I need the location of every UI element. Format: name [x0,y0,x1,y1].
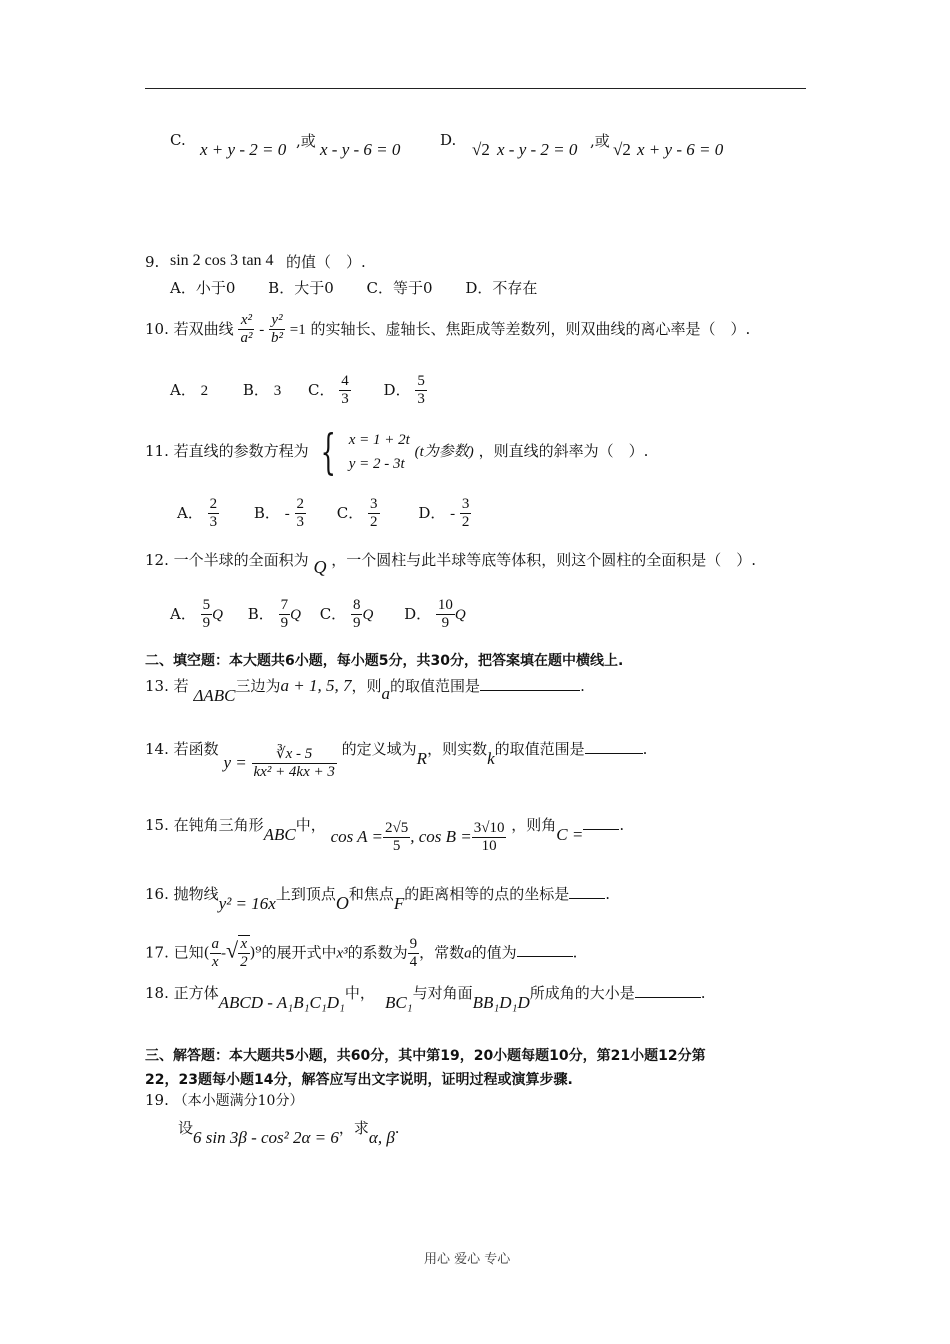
q14-pre: 若函数 [173,739,219,758]
q15-line [145,808,625,855]
q15-text: ，则角 [511,815,557,834]
q15-fraction-a: $\frac{2√5}{5}$ [384,820,409,855]
q16-equation: y² = 16x [218,894,276,913]
q15-answer-blank[interactable] [583,829,619,830]
q17-coef: $\frac{9}{4}$ [409,935,418,970]
q17-close: )⁹ [249,943,262,962]
q12-pre: 一个半球的全面积为 [173,551,309,569]
q11-option-d: D． [418,503,446,522]
q11-option-b: B． [253,503,280,522]
q16-line [145,883,611,913]
q16-F: F [393,894,405,913]
q11-option-c-frac: $\frac{3}{2}$ [370,496,378,531]
section-2-heading: 二、填空题：本大题共6小题，每小题5分，共30分，把答案填在题中横线上. [145,653,624,669]
q9-options [170,277,565,298]
q9-text: 的值（ ）. [286,253,366,271]
q12-text: ，一个圆柱与此半球等底等体积，则这个圆柱的全面积是（ ）. [331,551,756,569]
q10-pre: 若双曲线 [173,319,234,338]
q17-mid2: 的系数为 [347,943,408,962]
q13-mid: 三边为 [235,677,281,695]
q10-line [145,312,750,348]
q12-option-d-frac: $\frac{10}{9}$ [437,597,453,632]
q12-line [145,549,756,577]
q10-option-d: D． [383,380,411,399]
q19-equation: 6 sin 3β - cos² 2α = 6 [193,1128,339,1147]
q8-option-c-eq2: x - y - 6 = 0 [320,140,401,159]
q17-text2: 的值为 [471,943,517,962]
q11-text: ，则直线的斜率为（ ）. [478,442,649,460]
q12-option-d-q: Q [454,606,466,623]
q10-eq: =1 [289,321,306,338]
q9-option-d: D．不存在 [465,279,538,297]
q10-option-b-value: 3 [273,382,282,399]
q10-options [170,373,427,409]
q15-fraction-b: $\frac{3√10}{10}$ [473,820,505,855]
q16-mid2: 和焦点 [348,885,394,903]
q8-option-d-eq2: x + y - 6 = 0 [637,140,724,159]
q12-option-b: B． [247,604,274,623]
q12-number: 12. [145,551,169,569]
q11-option-c: C． [336,503,364,522]
q17-number: 17. [145,943,169,962]
q12-option-b-q: Q [290,606,301,623]
q8-option-d-sqrt2: √2 [613,140,631,159]
q8-option-d-or: ,或 [590,132,610,150]
q19-pre: 设 [178,1119,194,1137]
section-3-heading-line2: 22，23题每小题14分，解答应写出文字说明，证明过程或演算步骤. [145,1072,573,1088]
q18-answer-blank[interactable] [635,997,701,998]
q13-answer-blank[interactable] [480,690,580,691]
q9-number: 9. [145,253,160,271]
q10-text: 的实轴长、虚轴长、焦距成等差数列，则双曲线的离心率是（ ）. [310,319,751,338]
q17-sqrt-frac: $\frac{x}{2}$ [240,936,248,971]
q13-end: . [580,677,585,695]
q16-answer-blank[interactable] [569,898,605,899]
q9-expression: sin 2 cos 3 tan 4 [170,252,274,269]
q14-end: . [642,739,648,758]
q10-frac-x: $\frac{\text{x²}}{\text{a²}}$ [240,312,253,347]
q18-plane: BB₁D₁D [472,993,530,1012]
section-3-heading-line1: 三、解答题：本大题共5小题，共60分，其中第19，20小题每题10分，第21小题12分第 [145,1048,706,1064]
q12-option-c-frac: $\frac{8}{9}$ [352,597,361,632]
q12-var: Q [313,557,327,577]
q11-option-a-frac: $\frac{2}{3}$ [209,496,218,531]
q19-line [178,1117,400,1147]
q13-text: 的取值范围是 [390,677,481,695]
q19-end: . [394,1119,400,1137]
q14-R: R [416,748,428,768]
q13-line [145,675,585,705]
q15-mid: 中， [295,815,326,834]
q16-mid: 上到顶点 [275,885,336,903]
q11-option-d-sign: - [450,505,456,522]
q10-option-a-value: 2 [200,382,209,399]
q9-option-a: A．小于0 [170,279,236,297]
q17-a: a [464,945,472,962]
q19-vars: α, β [368,1128,395,1147]
q8-option-c-label: C. [170,131,186,149]
q11-brace: { [321,424,337,480]
q10-option-c: C． [308,380,335,399]
q15-cosA: cos A = [330,826,383,846]
q16-text: 的距离相等的点的坐标是 [404,885,570,903]
q8-option-c-or: ,或 [296,132,316,150]
q11-pre: 若直线的参数方程为 [173,442,309,460]
q16-pre: 抛物线 [173,885,219,903]
q11-option-d-frac: $\frac{3}{2}$ [461,496,470,531]
q12-option-a-frac: $\frac{5}{9}$ [202,597,211,632]
q8-option-c-eq1: x + y - 2 = 0 [200,140,287,159]
q17-a-over-x: $\frac{a}{x}$ [211,935,219,970]
q19-number: 19. [145,1091,169,1109]
q10-option-c-frac: $\frac{4}{3}$ [341,373,349,408]
q8-option-d-sqrt: √2 [472,140,490,159]
q10-option-a: A． [170,380,196,399]
q18-cube: ABCD - A₁B₁C₁D₁ [218,993,345,1012]
q9-option-b: B．大于0 [268,279,334,297]
q18-mid: 中， [344,984,375,1002]
q9-option-c: C．等于0 [366,279,433,297]
q12-option-b-frac: $\frac{7}{9}$ [280,597,289,632]
q8-option-d-eq1: x - y - 2 = 0 [497,140,578,159]
q17-sqrt-sign: √ [226,937,239,963]
q16-O: O [335,893,349,913]
q17-end: . [572,943,578,962]
q17-x3: x³ [336,945,348,962]
q11-option-b-sign: - [284,505,290,522]
q14-answer-blank[interactable] [585,753,643,754]
q18-end: . [700,984,706,1002]
q15-pre: 在钝角三角形 [173,815,264,834]
q19-note: （本小题满分10分） [173,1093,304,1109]
q16-end: . [605,885,611,903]
q14-number: 14. [145,739,169,758]
q11-number: 11. [145,442,169,460]
q10-option-d-frac: $\frac{5}{3}$ [417,373,425,408]
q12-option-a: A． [170,604,196,623]
q12-option-c: C． [319,604,347,623]
q11-options [177,496,471,532]
q18-bc1: BC₁ [384,993,413,1012]
q18-text: 所成角的大小是 [529,984,635,1002]
q14-y: y = [223,752,247,772]
q10-number: 10. [145,319,169,338]
q11-option-b-frac: $\frac{2}{3}$ [296,496,304,531]
q15-C: C = [556,824,584,844]
q10-option-b: B． [242,380,269,399]
q12-option-c-q: Q [362,606,374,623]
q14-fraction: $\frac{∛x - 5}{\text{kx² + 4kx + 3}}$ [253,746,335,781]
q11-system: x = 1 + 2t y = 2 - 3t [348,432,410,472]
header-rule [145,88,806,89]
q13-mid2: ，则 [351,677,382,695]
q15-end: . [619,815,625,834]
q15-abc: ABC [263,824,296,844]
q17-pre: 已知( [173,943,210,962]
q14-line [145,732,648,781]
q18-mid2: 与对角面 [412,984,473,1002]
q14-k: k [487,748,495,768]
q10-frac-y: $\frac{\text{y²}}{\text{b²}}$ [271,312,283,347]
q17-answer-blank[interactable] [517,956,573,957]
q12-options [170,597,466,633]
q15-cosB: , cos B = [410,826,472,846]
q11-param: (t为参数) [414,444,474,460]
q15-number: 15. [145,815,169,834]
q8-option-d-label: D. [440,131,457,149]
q14-text2: 的取值范围是 [494,739,585,758]
q13-number: 13. [145,677,169,695]
q18-line [145,982,706,1012]
q17-minus: - [221,945,226,962]
q18-number: 18. [145,984,169,1002]
q19-header [145,1090,303,1110]
q18-pre: 正方体 [173,984,219,1002]
q17-mid: 的展开式中 [261,943,337,962]
q12-option-d: D． [404,604,432,623]
q14-text: 的定义域为 [341,739,417,758]
q11-option-a: A． [177,503,203,522]
q19-mid: ，求 [338,1119,369,1137]
q17-text: ，常数 [419,943,465,962]
q14-mid: ，则实数 [427,739,488,758]
q13-var: a [381,684,391,703]
q10-minus: - [259,321,265,338]
q16-number: 16. [145,885,169,903]
q13-sides: a + 1, 5, 7 [280,676,352,695]
q12-option-a-q: Q [212,606,223,623]
q17-line [145,935,577,972]
page-footer: 用心 爱心 专心 [424,1252,511,1267]
q13-triangle: ΔABC [193,686,236,705]
q11-line [145,424,649,480]
q13-pre: 若 [173,677,189,695]
